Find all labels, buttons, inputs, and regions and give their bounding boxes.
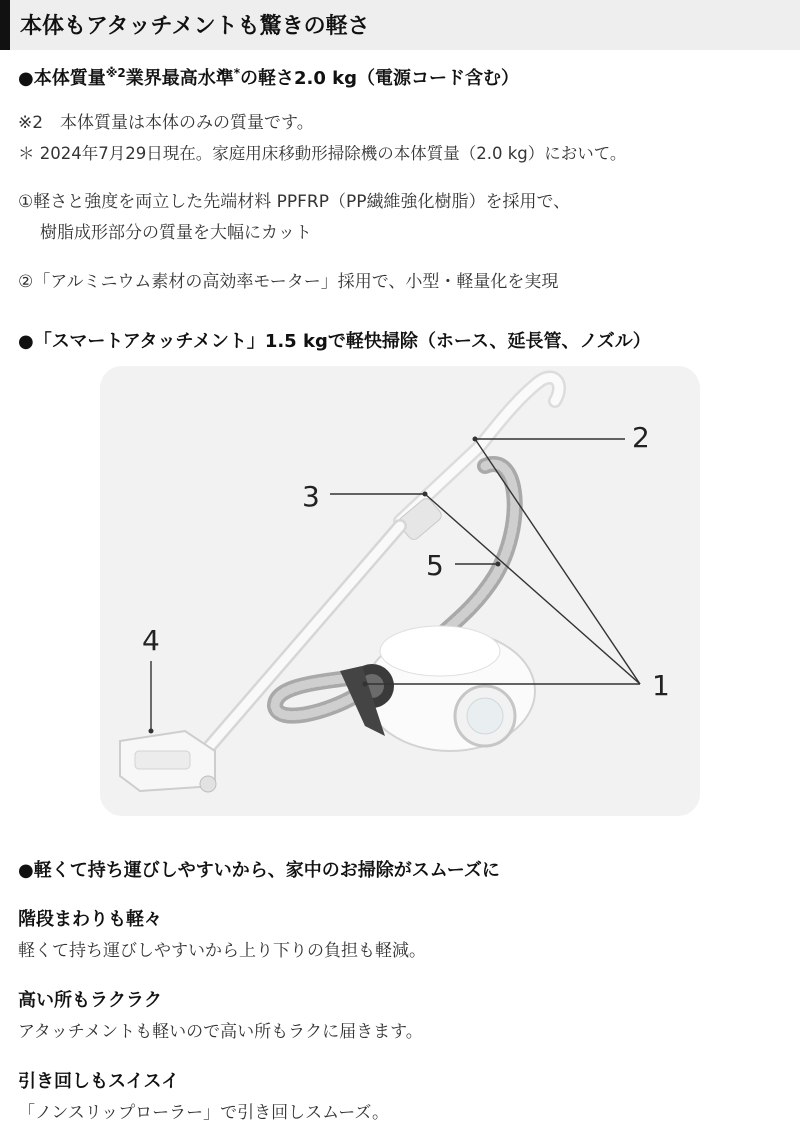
feature-2: ②「アルミニウム素材の高効率モーター」採用で、小型・軽量化を実現 — [18, 272, 559, 292]
portability-heading: ●軽くて持ち運びしやすいから、家中のお掃除がスムーズに — [18, 860, 500, 881]
banner-title: 本体もアタッチメントも驚きの軽さ — [20, 14, 370, 39]
callout-5: 5 — [426, 549, 444, 582]
section-banner — [0, 0, 800, 50]
footnote-mark-asterisk: * — [233, 66, 241, 80]
footnote-2: ※2 本体質量は本体のみの質量です。 — [18, 113, 314, 133]
item-1-text: 軽くて持ち運びしやすいから上り下りの負担も軽減。 — [18, 941, 426, 961]
callout-4: 4 — [142, 624, 160, 657]
item-3-text: 「ノンスリップローラー」で引き回しスムーズ。 — [18, 1103, 389, 1123]
attachment-heading: ●「スマートアタッチメント」1.5 kgで軽快掃除（ホース、延長管、ノズル） — [18, 331, 651, 352]
bullet: ● — [18, 68, 34, 89]
item-2-text: アタッチメントも軽いので高い所もラクに届きます。 — [18, 1022, 423, 1042]
item-1-title: 階段まわりも軽々 — [18, 909, 162, 930]
callout-2: 2 — [632, 421, 650, 454]
callout-1: 1 — [652, 669, 670, 702]
footnote-asterisk: ＊ 2024年7月29日現在。家庭用床移動形掃除機の本体質量（2.0 kg）において。 — [18, 144, 627, 163]
footnote-mark-2: ※2 — [105, 66, 126, 80]
feature-1-line-1: ①軽さと強度を両立した先端材料 PPFRP（PP繊維強化樹脂）を採用で、 — [18, 192, 571, 212]
feature-1-line-2: 樹脂成形部分の質量を大幅にカット — [40, 223, 312, 243]
weight-heading: ●本体質量$^{※2}$業界最高水準*の軽さ2.0 kg（電源コード含む） — [18, 66, 520, 89]
item-2-title: 高い所もラクラク — [18, 990, 162, 1011]
vacuum-illustration — [100, 366, 700, 816]
item-3-title: 引き回しもスイスイ — [18, 1071, 180, 1092]
callout-3: 3 — [302, 480, 320, 513]
vacuum-figure — [100, 366, 700, 816]
